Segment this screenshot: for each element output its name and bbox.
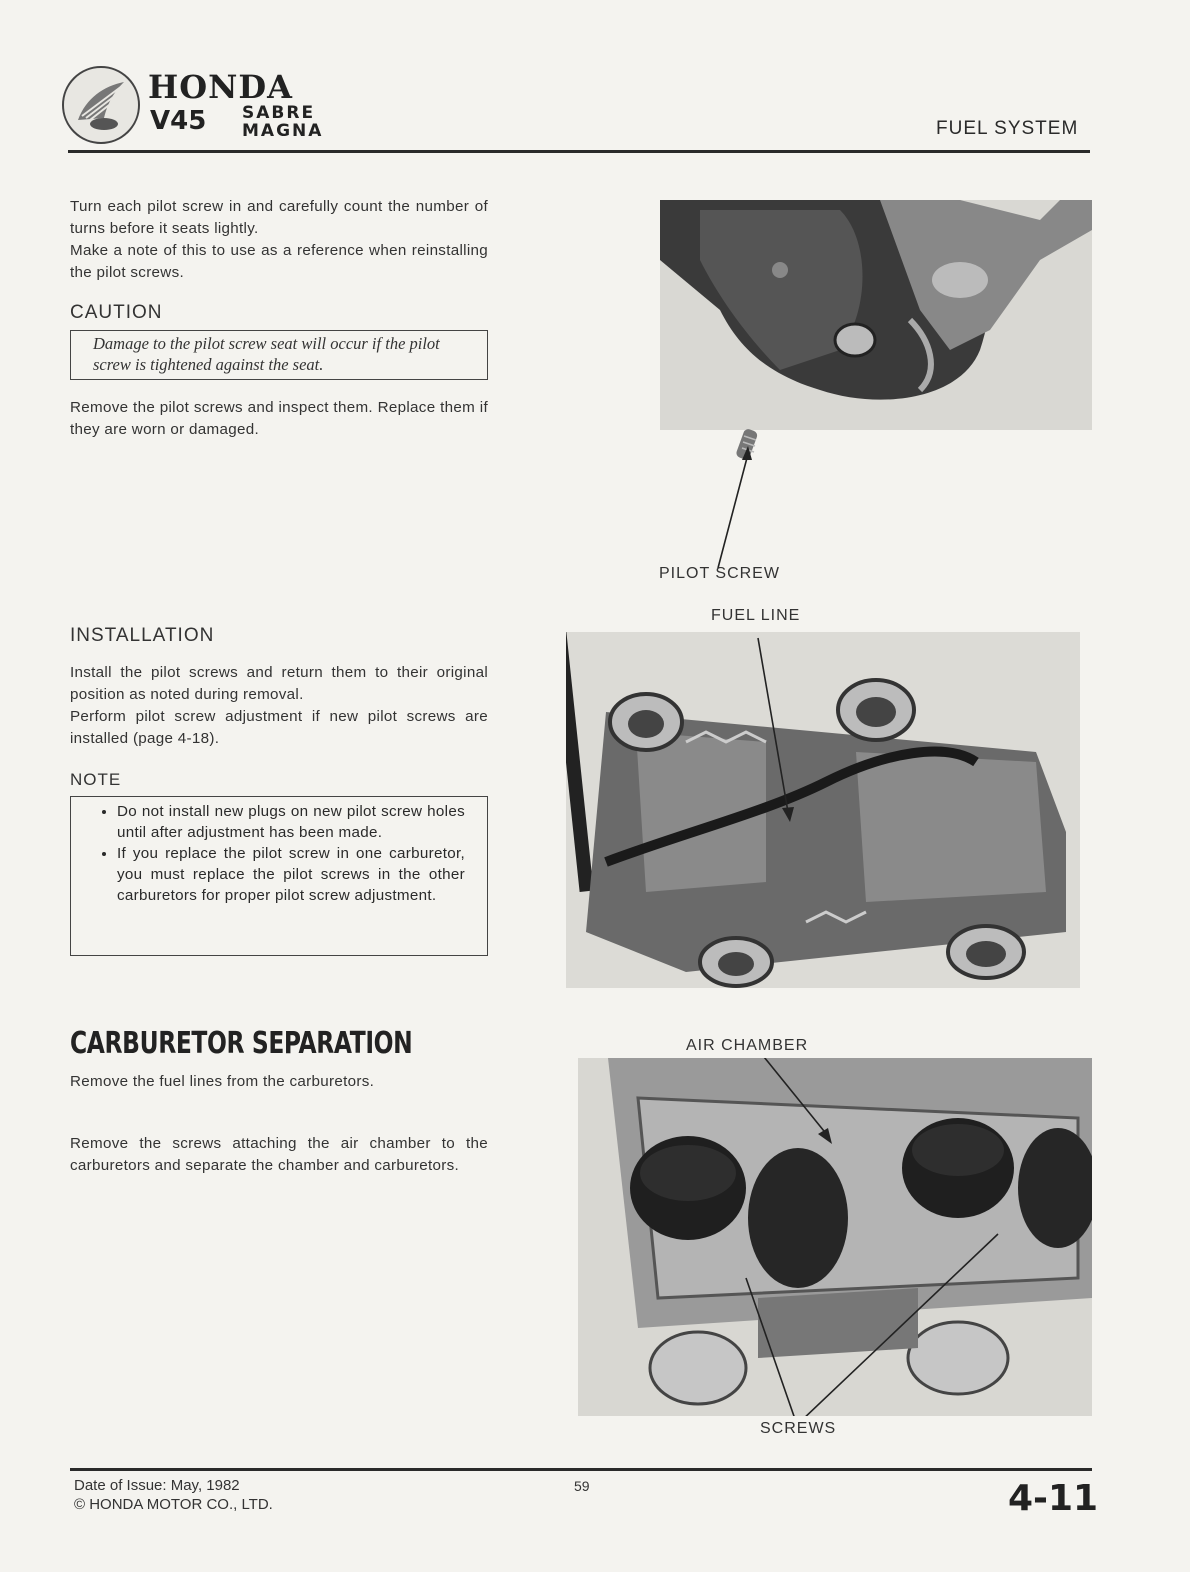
sheet-number: 59 [574,1478,590,1494]
carb-paragraph-1: Remove the fuel lines from the carburetors. [70,1073,375,1090]
pilot-screw-leader-line [700,440,760,570]
footer-rule [70,1468,1092,1471]
intro-paragraph [70,196,488,284]
remove-paragraph: Remove the pilot screws and inspect them. Replace them if they are worn or damaged. [70,399,488,438]
honda-wing-logo [62,66,140,144]
carburetor-separation-heading: CARBURETOR SEPARATION [70,1026,413,1061]
note-list [71,797,487,910]
copyright: © HONDA MOTOR CO., LTD. [74,1496,273,1513]
install-line: Install the pilot screws and return them to their original position as noted during removal. [70,664,488,703]
screws-label: SCREWS [760,1420,837,1437]
caution-box [70,330,488,380]
air-chamber-photo [578,1058,1092,1416]
intro-note-line: Make a note of this to use as a reference when reinstalling the pilot screws. [70,242,488,281]
caution-text: Damage to the pilot screw seat will occur if the pilot screw is tightened against the seat. [93,334,440,374]
installation-paragraph [70,662,488,750]
issue-date: Date of Issue: May, 1982 [74,1477,240,1494]
note-item: • Do not install new plugs on new pilot screw holes until after adjustment has been made. [117,801,465,843]
intro-line: Turn each pilot screw in and carefully count the number of turns before it seats lightly. [70,198,488,237]
carburetor-assembly-photo [566,632,1080,988]
section-title: FUEL SYSTEM [936,118,1079,139]
install-adjust-line: Perform pilot screw adjustment if new pilot screws are installed (page 4-18). [70,708,488,747]
brand-name: HONDA [148,68,293,106]
carburetor-pilot-screw-photo [660,200,1092,430]
carb-paragraph-2: Remove the screws attaching the air chamber to the carburetors and separate the chamber and carburetors. [70,1135,488,1174]
header-rule [68,150,1090,153]
installation-heading: INSTALLATION [70,625,215,646]
note-item: • If you replace the pilot screw in one carburetor, you must replace the pilot screws in the other carburetors for proper pilot screw adjustment. [117,843,465,906]
pilot-screw-label: PILOT SCREW [659,565,780,582]
model-variant-1: SABRE [242,103,316,123]
wing-icon [64,68,138,142]
caution-heading: CAUTION [70,302,163,323]
note-box [70,796,488,956]
model-variant-2: MAGNA [242,121,324,141]
note-heading: NOTE [70,770,122,789]
model-name: V45 [150,106,207,136]
air-chamber-label: AIR CHAMBER [686,1037,809,1054]
page-number: 4-11 [1008,1478,1099,1519]
fuel-line-label: FUEL LINE [711,607,801,624]
